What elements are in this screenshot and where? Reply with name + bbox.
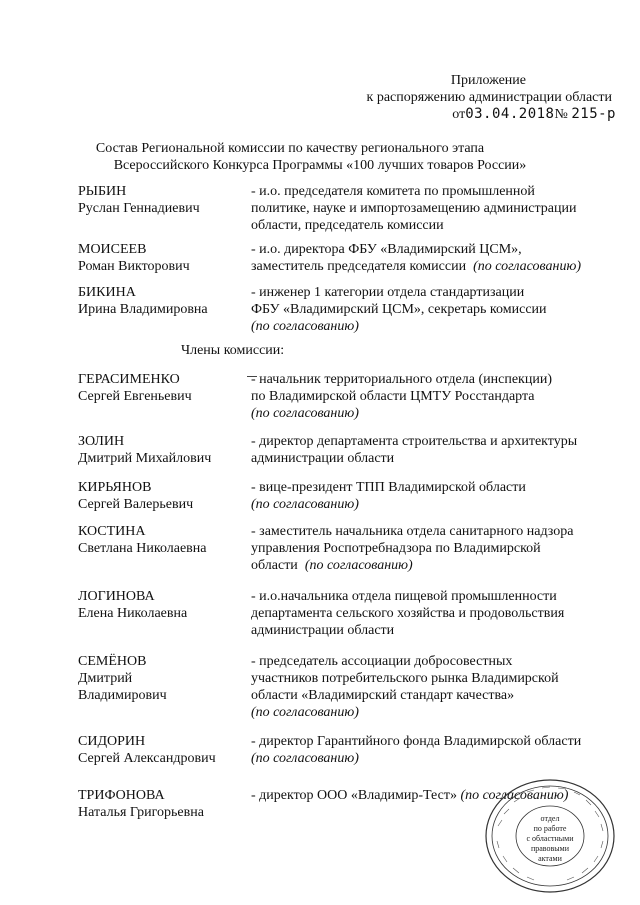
person-name [78, 588, 248, 622]
person-surname: РЫБИН [78, 184, 127, 199]
appendix-order-ref: к распоряжению администрации области [366, 90, 612, 105]
role-line: администрации области [251, 623, 395, 638]
person-surname: ЗОЛИН [78, 434, 125, 449]
role-line: - и.о. председателя комитета по промышленной [251, 184, 535, 199]
appendix-header [366, 72, 616, 123]
agreement-note: (по согласованию) [473, 259, 581, 274]
role-line: по Владимирской области ЦМТУ Росстандарта [251, 389, 535, 404]
person-given-name: Наталья Григорьевна [78, 805, 204, 820]
person-role [251, 241, 616, 275]
role-line: администрации области [251, 451, 395, 466]
person-surname: ТРИФОНОВА [78, 788, 165, 803]
person-given-name: Сергей Валерьевич [78, 497, 194, 512]
person-role [251, 588, 616, 639]
agreement-note: (по согласованию) [304, 558, 413, 573]
agreement-note: (по согласованию) [251, 319, 359, 334]
role-line: политике, науке и импортозамещению администрации [251, 201, 577, 216]
person-role [251, 479, 616, 513]
person-given-name: Сергей Александрович [78, 751, 216, 766]
agreement-note: (по согласованию) [460, 788, 569, 803]
person-name [78, 653, 248, 704]
person-patronymic: Владимирович [78, 688, 167, 703]
person-surname: МОИСЕЕВ [78, 242, 147, 257]
agreement-note: (по согласованию) [251, 406, 359, 421]
role-line: области «Владимирский стандарт качества» [251, 688, 515, 703]
round-stamp [482, 776, 618, 896]
stamp-inner-line: актами [538, 854, 562, 863]
person-role [251, 371, 616, 422]
person-name [78, 433, 248, 467]
role-line: - и.о. директора ФБУ «Владимирский ЦСМ», [251, 242, 522, 257]
role-line: участников потребительского рынка Владимирской [251, 671, 559, 686]
stamp-inner-line: с областными [526, 834, 574, 843]
person-given-name: Елена Николаевна [78, 606, 188, 621]
agreement-note: (по согласованию) [251, 497, 359, 512]
role-line: - вице-президент ТПП Владимирской области [251, 480, 526, 495]
appendix-number: 215-р [571, 106, 616, 122]
role-line [251, 557, 616, 574]
stamp-inner-line: правовыми [530, 844, 570, 853]
agreement-note: (по согласованию) [251, 751, 359, 766]
role-line: - инженер 1 категории отдела стандартизации [251, 285, 525, 300]
title-line-2: Всероссийского Конкурса Программы «100 лучших товаров России» [113, 158, 527, 173]
role-line: - директор Гарантийного фонда Владимирской области [251, 734, 582, 749]
person-role [251, 433, 616, 467]
person-name [78, 183, 248, 217]
person-given-name: Ирина Владимировна [78, 302, 208, 317]
person-surname: СИДОРИН [78, 734, 146, 749]
role-line: департамента сельского хозяйства и продовольствия [251, 606, 565, 621]
role-line: - заместитель начальника отдела санитарного надзора [251, 524, 574, 539]
person-name [78, 284, 248, 318]
stamp-inner-line: по работе [533, 824, 567, 833]
role-line: - начальник территориального отдела (инспекции) [251, 372, 552, 387]
person-name [78, 787, 248, 821]
appendix-from: от [452, 107, 466, 122]
appendix-date-line [367, 106, 616, 123]
person-role [251, 183, 616, 234]
person-name [78, 733, 248, 767]
person-role [251, 733, 616, 767]
person-name [78, 241, 248, 275]
person-role [251, 653, 616, 721]
title-line-1: Состав Региональной комиссии по качеству регионального этапа [95, 141, 485, 156]
person-given-name: Дмитрий [78, 671, 133, 686]
appendix-number-sign: № [554, 107, 568, 122]
role-text: области [251, 558, 298, 573]
role-text: заместитель председателя комиссии [251, 259, 467, 274]
stamp-graphic [482, 776, 618, 896]
role-text: - директор ООО «Владимир-Тест» [251, 788, 457, 803]
role-line: - директор департамента строительства и архитектуры [251, 434, 578, 449]
person-given-name: Светлана Николаевна [78, 541, 207, 556]
person-role [251, 284, 616, 335]
agreement-note: (по согласованию) [251, 705, 359, 720]
person-surname: КИРЬЯНОВ [78, 480, 152, 495]
person-surname: ЛОГИНОВА [78, 589, 155, 604]
person-surname: СЕМЁНОВ [78, 654, 147, 669]
role-line [251, 258, 616, 275]
role-line: области, председатель комиссии [251, 218, 444, 233]
person-surname: КОСТИНА [78, 524, 146, 539]
person-name [78, 479, 248, 513]
person-name [78, 523, 248, 557]
person-given-name: Сергей Евгеньевич [78, 389, 192, 404]
members-heading: Члены комиссии: [181, 343, 285, 358]
person-surname: БИКИНА [78, 285, 136, 300]
person-given-name: Руслан Геннадиевич [78, 201, 200, 216]
appendix-label: Приложение [450, 73, 526, 88]
role-line: - председатель ассоциации добросовестных [251, 654, 513, 669]
role-line: управления Роспотребнадзора по Владимирской [251, 541, 541, 556]
role-line: ФБУ «Владимирский ЦСМ», секретарь комиссии [251, 302, 547, 317]
person-given-name: Роман Викторович [78, 259, 190, 274]
person-surname: ГЕРАСИМЕНКО [78, 372, 180, 387]
role-line: - и.о.начальника отдела пищевой промышленности [251, 589, 557, 604]
appendix-date: 03.04.2018 [465, 106, 555, 122]
document-title [0, 140, 640, 174]
person-name [78, 371, 248, 405]
person-role [251, 523, 616, 574]
person-given-name: Дмитрий Михайлович [78, 451, 212, 466]
stamp-inner-line: отдел [540, 814, 560, 823]
